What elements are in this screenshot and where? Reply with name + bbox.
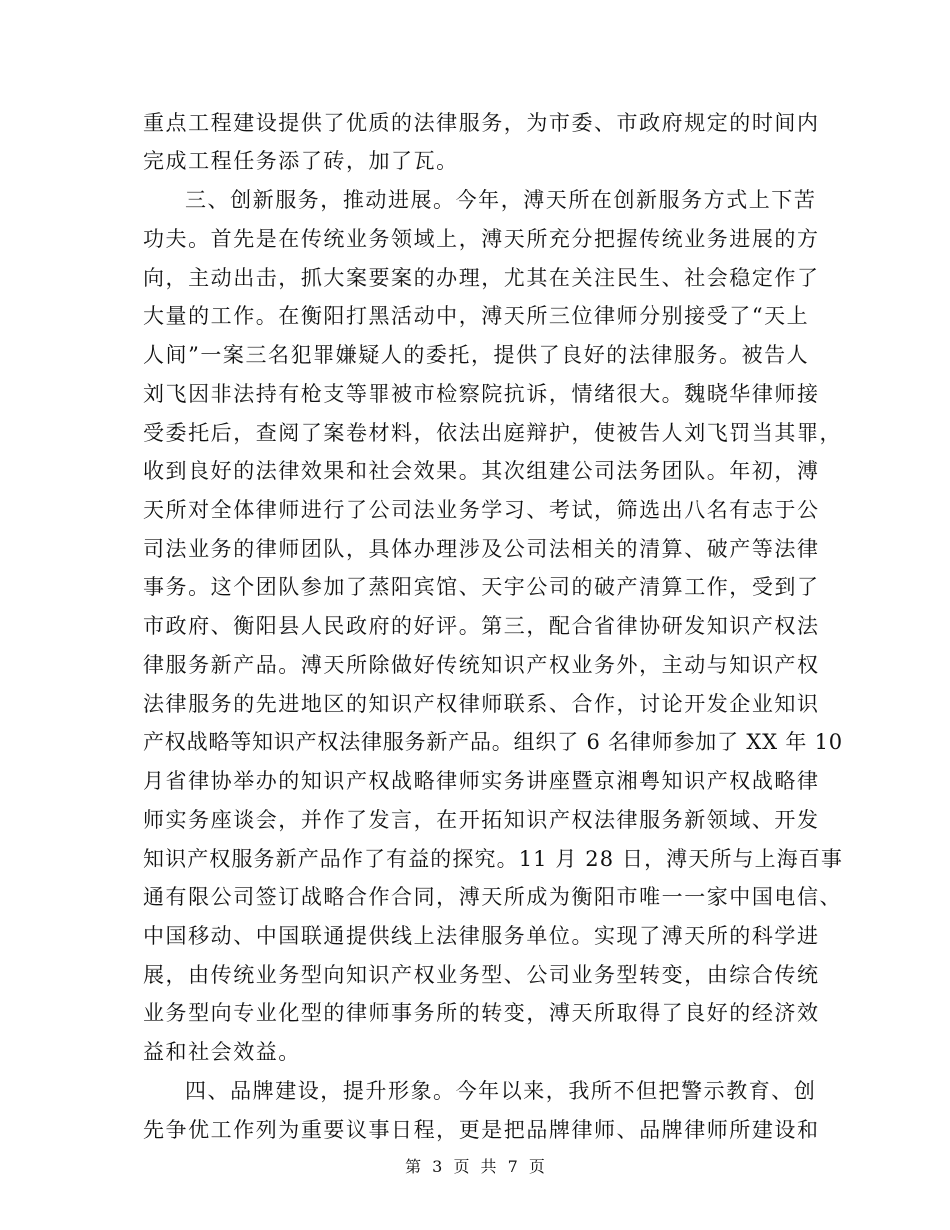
text-line: 律服务新产品。溥天所除做好传统知识产权业务外，主动与知识产权 — [143, 653, 820, 677]
text-line: 刘飞因非法持有枪支等罪被市检察院抗诉，情绪很大。魏晓华律师接 — [143, 382, 820, 406]
text-line: 收到良好的法律效果和社会效果。其次组建公司法务团队。年初，溥 — [143, 459, 820, 483]
text-line: 月省律协举办的知识产权战略律师实务讲座暨京湘粤知识产权战略律 — [143, 769, 820, 793]
text-line: 三、创新服务，推动进展。今年，溥天所在创新服务方式上下苦 — [185, 188, 817, 212]
text-line: 师实务座谈会，并作了发言，在开拓知识产权法律服务新领域、开发 — [143, 808, 820, 832]
text-line: 向，主动出击，抓大案要案的办理，尤其在关注民生、社会稳定作了 — [143, 266, 820, 290]
text-line: 益和社会效益。 — [143, 1040, 301, 1064]
text-line: 受委托后，查阅了案卷材料，依法出庭辩护，使被告人刘飞罚当其罪， — [143, 421, 843, 445]
text-line: 人间”一案三名犯罪嫌疑人的委托，提供了良好的法律服务。被告人 — [143, 343, 810, 367]
text-line: 市政府、衡阳县人民政府的好评。第三，配合省律协研发知识产权法 — [143, 614, 820, 638]
text-line: 通有限公司签订战略合作合同，溥天所成为衡阳市唯一一家中国电信、 — [143, 885, 843, 909]
text-line: 业务型向专业化型的律师事务所的转变，溥天所取得了良好的经济效 — [143, 1001, 820, 1025]
text-line: 重点工程建设提供了优质的法律服务，为市委、市政府规定的时间内 — [143, 111, 820, 135]
page-number-footer: 第 3 页 共 7 页 — [405, 1157, 545, 1176]
text-line: 法律服务的先进地区的知识产权律师联系、合作，讨论开发企业知识 — [143, 692, 820, 716]
text-line: 完成工程任务添了砖，加了瓦。 — [143, 149, 459, 173]
text-line: 事务。这个团队参加了蒸阳宾馆、天宇公司的破产清算工作，受到了 — [143, 575, 820, 599]
text-line: 大量的工作。在衡阳打黑活动中，溥天所三位律师分别接受了“天上 — [143, 304, 810, 328]
text-line: 天所对全体律师进行了公司法业务学习、考试，筛选出八名有志于公 — [143, 498, 820, 522]
text-line: 产权战略等知识产权法律服务新产品。组织了 6 名律师参加了 XX 年 10 — [143, 730, 843, 754]
text-line: 展，由传统业务型向知识产权业务型、公司业务型转变，由综合传统 — [143, 963, 820, 987]
text-line: 先争优工作列为重要议事日程，更是把品牌律师、品牌律师所建设和 — [143, 1118, 820, 1142]
text-line: 中国移动、中国联通提供线上法律服务单位。实现了溥天所的科学进 — [143, 924, 820, 948]
text-line: 功夫。首先是在传统业务领域上，溥天所充分把握传统业务进展的方 — [143, 227, 820, 251]
text-line: 知识产权服务新产品作了有益的探究。11 月 28 日，溥天所与上海百事 — [143, 847, 843, 871]
text-line: 司法业务的律师团队，具体办理涉及公司法相关的清算、破产等法律 — [143, 537, 820, 561]
text-line: 四、品牌建设，提升形象。今年以来，我所不但把警示教育、创 — [185, 1079, 817, 1103]
